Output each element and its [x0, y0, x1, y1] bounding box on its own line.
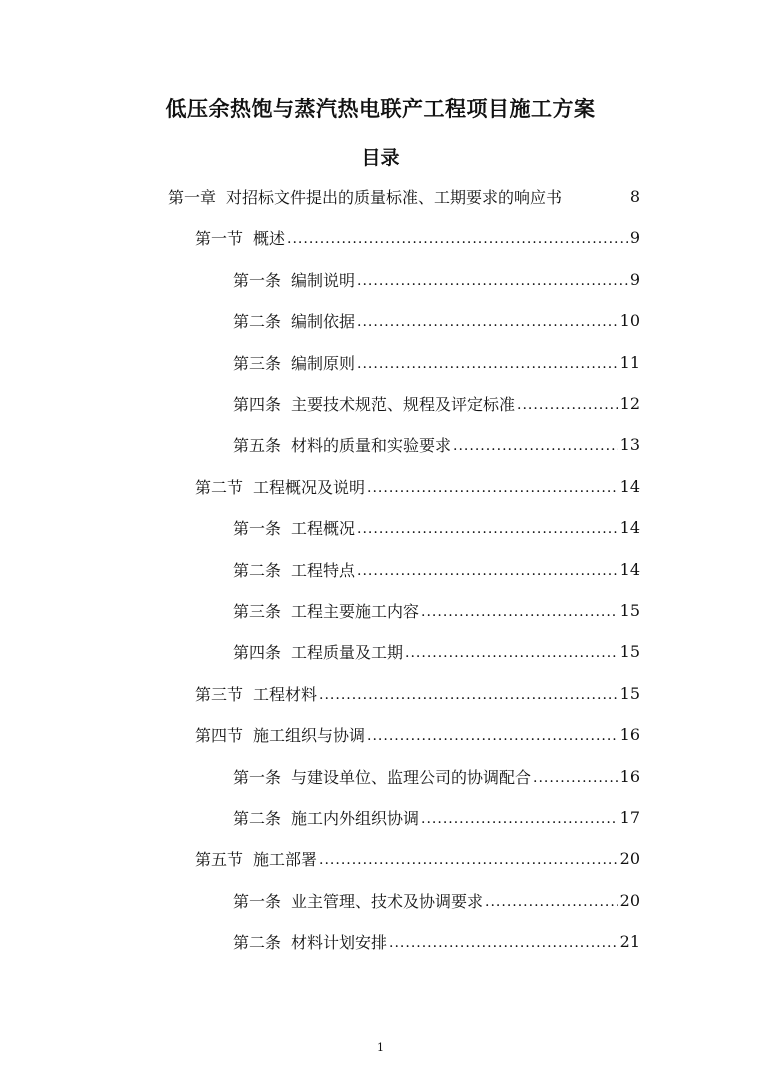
toc-entry-number: 第三节 [195, 684, 244, 704]
toc-dot-leader [533, 770, 618, 786]
toc-entry-title: 施工组织与协调 [253, 725, 366, 745]
toc-entry-title: 编制说明 [291, 270, 356, 290]
document-title: 低压余热饱与蒸汽热电联产工程项目施工方案 [165, 97, 596, 121]
toc-dot-leader [389, 935, 618, 951]
toc-entry-page: 14 [619, 559, 640, 579]
toc-dot-leader [421, 604, 618, 620]
toc-article-entry[interactable] [233, 388, 640, 418]
toc-entry-title: 对招标文件提出的质量标准、工期要求的响应书 [226, 187, 563, 207]
toc-entry-page: 15 [619, 683, 640, 703]
toc-dot-leader [319, 852, 618, 868]
toc-entry-number: 第二条 [233, 808, 282, 828]
toc-entry-number: 第一节 [195, 228, 244, 248]
toc-entry-title: 工程材料 [253, 684, 318, 704]
toc-section-entry[interactable] [195, 843, 640, 873]
toc-section-entry[interactable] [195, 222, 640, 252]
toc-entry-page: 13 [619, 434, 640, 454]
toc-entry-page: 17 [619, 807, 640, 827]
toc-entry-page: 20 [619, 890, 640, 910]
toc-entry-number: 第一条 [233, 518, 282, 538]
toc-entry-title: 工程主要施工内容 [291, 601, 420, 621]
toc-article-entry[interactable] [233, 429, 640, 459]
toc-dot-leader [367, 480, 618, 496]
toc-entry-number: 第三条 [233, 601, 282, 621]
toc-entry-page: 15 [619, 600, 640, 620]
toc-entry-number: 第二条 [233, 311, 282, 331]
toc-entry-page: 20 [619, 848, 640, 868]
toc-dot-leader [357, 563, 618, 579]
toc-entry-title: 材料计划安排 [291, 932, 388, 952]
toc-dot-leader [357, 273, 628, 289]
toc-entry-number: 第五节 [195, 849, 244, 869]
toc-chapter-entry[interactable] [168, 181, 640, 211]
toc-dot-leader [357, 521, 618, 537]
toc-entry-title: 编制依据 [291, 311, 356, 331]
toc-article-entry[interactable] [233, 802, 640, 832]
toc-article-entry[interactable] [233, 554, 640, 584]
toc-entry-number: 第二节 [195, 477, 244, 497]
toc-entry-title: 概述 [253, 228, 286, 248]
toc-dot-leader [421, 811, 618, 827]
toc-dot-leader [453, 438, 618, 454]
toc-dot-leader [287, 231, 628, 247]
toc-article-entry[interactable] [233, 595, 640, 625]
toc-entry-page: 8 [629, 186, 640, 206]
toc-article-entry[interactable] [233, 885, 640, 915]
toc-entry-title: 业主管理、技术及协调要求 [291, 891, 484, 911]
toc-article-entry[interactable] [233, 761, 640, 791]
toc-article-entry[interactable] [233, 512, 640, 542]
toc-article-entry[interactable] [233, 926, 640, 956]
toc-section-entry[interactable] [195, 471, 640, 501]
toc-entry-page: 14 [619, 476, 640, 496]
toc-entry-title: 施工部署 [253, 849, 318, 869]
toc-article-entry[interactable] [233, 347, 640, 377]
toc-entry-number: 第二条 [233, 932, 282, 952]
toc-entry-page: 10 [619, 310, 640, 330]
toc-entry-number: 第五条 [233, 435, 282, 455]
toc-entry-number: 第二条 [233, 560, 282, 580]
toc-entry-page: 14 [619, 517, 640, 537]
page-number: 1 [377, 1041, 384, 1054]
toc-section-entry[interactable] [195, 719, 640, 749]
toc-entry-title: 编制原则 [291, 353, 356, 373]
toc-dot-leader [357, 356, 618, 372]
toc-entry-page: 15 [619, 641, 640, 661]
toc-entry-number: 第一章 [168, 187, 217, 207]
toc-dot-leader [319, 687, 618, 703]
toc-entry-number: 第一条 [233, 767, 282, 787]
toc-entry-page: 16 [619, 766, 640, 786]
toc-entry-page: 16 [619, 724, 640, 744]
toc-entry-number: 第四条 [233, 394, 282, 414]
toc-dot-leader [357, 314, 618, 330]
toc-entry-title: 与建设单位、监理公司的协调配合 [291, 767, 532, 787]
toc-entry-title: 工程质量及工期 [291, 642, 404, 662]
toc-article-entry[interactable] [233, 264, 640, 294]
toc-entry-title: 施工内外组织协调 [291, 808, 420, 828]
toc-entry-page: 11 [619, 352, 640, 372]
toc-dot-leader [517, 397, 618, 413]
toc-entry-title: 工程概况 [291, 518, 356, 538]
toc-entry-page: 21 [619, 931, 640, 951]
toc-entry-title: 材料的质量和实验要求 [291, 435, 452, 455]
toc-dot-leader [485, 894, 618, 910]
toc-section-entry[interactable] [195, 678, 640, 708]
toc-entry-number: 第一条 [233, 891, 282, 911]
toc-article-entry[interactable] [233, 305, 640, 335]
toc-entry-title: 工程特点 [291, 560, 356, 580]
toc-article-entry[interactable] [233, 636, 640, 666]
toc-entry-page: 9 [629, 227, 640, 247]
toc-heading: 目录 [361, 147, 400, 169]
toc-dot-leader [367, 728, 618, 744]
toc-entry-page: 9 [629, 269, 640, 289]
toc-entry-title: 工程概况及说明 [253, 477, 366, 497]
toc-dot-leader [405, 645, 618, 661]
toc-entry-page: 12 [619, 393, 640, 413]
toc-entry-title: 主要技术规范、规程及评定标准 [291, 394, 516, 414]
toc-entry-number: 第一条 [233, 270, 282, 290]
toc-entry-number: 第四节 [195, 725, 244, 745]
toc-entry-number: 第三条 [233, 353, 282, 373]
toc-entry-number: 第四条 [233, 642, 282, 662]
